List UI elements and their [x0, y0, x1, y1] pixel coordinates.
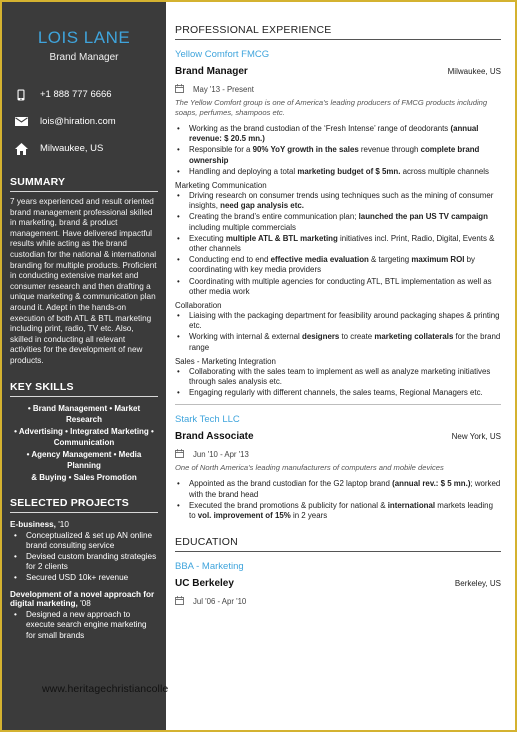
- section-divider: [175, 404, 501, 405]
- job-bullet: • Handling and deploying a total marketing budget of $ 5mn. across multiple channels: [177, 166, 489, 176]
- project-bullet: • Secured USD 10k+ revenue: [14, 572, 129, 582]
- skills-line: Communication: [53, 438, 115, 447]
- company-description: The Yellow Comfort group is one of America's leading producers of FMCG products including soaps, perfumes, shampoos etc.: [175, 98, 488, 117]
- job-bullet: • Responsible for a 90% YoY growth in the sales revenue through complete brand ownership: [177, 145, 480, 165]
- candidate-title: Brand Manager: [49, 52, 119, 63]
- calendar-icon: [175, 84, 193, 95]
- job-title: Brand Associate: [175, 431, 254, 443]
- project-title: Development of a novel approach for digital marketing, '08: [10, 590, 155, 609]
- job-bullet: • Coordinating with multiple agencies for conducting ATL, BTL implementation as well as other media work: [177, 276, 492, 296]
- job-location: Milwaukee, US: [447, 67, 501, 76]
- job-bullet: • Creating the brand’s entire communication plan; launched the pan US TV campaign including multiple commercials: [177, 212, 488, 232]
- skills-line: • Agency Management • Media Planning: [26, 449, 142, 470]
- skills-line: & Buying • Sales Promotion: [31, 472, 137, 482]
- group-label: Sales - Marketing Integration: [175, 356, 276, 366]
- project-item: [10, 520, 158, 583]
- group-label: Marketing Communication: [175, 181, 267, 191]
- education-entry: [175, 561, 501, 607]
- skills-line: • Brand Management • Market Research: [27, 403, 141, 424]
- skills-list: [10, 403, 158, 484]
- summary-heading: SUMMARY: [10, 176, 158, 192]
- company-name: Yellow Comfort FMCG: [175, 49, 270, 60]
- job-bullet: • Executed the brand promotions & publicity for national & international markets leading to vol. improvement of 15% in 2 years: [177, 500, 493, 521]
- education-heading: EDUCATION: [175, 536, 501, 552]
- project-date: '10: [55, 520, 69, 529]
- job-dates: May '13 - Present: [175, 84, 501, 95]
- job-bullet: • Appointed as the brand custodian for the G2 laptop brand (annual rev.: $ 5 mn.); worked with the brand head: [177, 479, 501, 499]
- skills-heading: KEY SKILLS: [10, 381, 158, 397]
- project-bullet: • Devised custom branding strategies for 2 clients: [14, 551, 157, 572]
- job-bullet: • Working with internal & external designers to create marketing collaterals for the brand range: [177, 332, 501, 352]
- school-name: UC Berkeley: [175, 578, 234, 590]
- company-description: One of North America's leading manufacturers of computers and mobile devices: [175, 463, 444, 473]
- phone-row: [10, 81, 158, 108]
- job-entry: [175, 414, 501, 521]
- location: Milwaukee, US: [40, 143, 104, 154]
- job-bullet: • Liaising with the packaging department for feasibility around packaging shapes & printing etc.: [177, 311, 500, 331]
- projects-heading: SELECTED PROJECTS: [10, 497, 158, 513]
- skills-line: • Advertising • Integrated Marketing •: [14, 426, 154, 436]
- phone-icon: [10, 89, 32, 101]
- home-icon: [10, 143, 32, 155]
- sidebar: [2, 2, 166, 730]
- phone-number: +1 888 777 6666: [40, 89, 112, 100]
- experience-heading: PROFESSIONAL EXPERIENCE: [175, 24, 501, 40]
- degree: BBA - Marketing: [175, 561, 244, 573]
- school-location: Berkeley, US: [454, 579, 501, 589]
- email-address[interactable]: lois@hiration.com: [40, 116, 116, 127]
- email-row: [10, 108, 158, 135]
- project-title: E-business, '10: [10, 520, 69, 529]
- job-bullet: • Driving research on consumer trends using techniques such as the mining of consumer insights, need gap analysis etc.: [177, 191, 494, 211]
- job-bullet: • Working as the brand custodian of the ‘Fresh Intense’ range of deodorants (annual revenue: $ 20.5 mn.): [177, 124, 479, 144]
- education-dates: Jul '06 - Apr '10: [175, 596, 501, 607]
- main-content: [175, 2, 501, 607]
- project-bullet: • Conceptualized & set up AN online brand consulting service: [14, 531, 153, 551]
- job-location: New York, US: [451, 432, 501, 442]
- job-entry: [175, 49, 501, 398]
- group-label: Collaboration: [175, 301, 222, 311]
- location-row: [10, 135, 158, 162]
- project-item: [10, 590, 158, 641]
- watermark-text: www.heritagechristiancolle: [42, 683, 169, 695]
- candidate-name: LOIS LANE: [37, 28, 131, 47]
- contact-info: [10, 81, 158, 162]
- project-date: '08: [77, 599, 91, 609]
- mail-icon: [10, 117, 32, 126]
- project-bullet: • Designed a new approach to execute search engine marketing for small brands: [14, 610, 147, 640]
- resume-page: [2, 2, 515, 730]
- summary-text: 7 years experienced and result oriented brand management professional skilled in marketing, brand & product management. Have delivered impactful results while acting as the brand custodian for the national & international branding for multiple products. Proficient in conducting extensive market and consumer research and then drafting a unique marketing & communication plan around it. Adept in the hands-on execution of both ATL & BTL marketing including print, radio, TV etc. Also, skilled in conducting all relevant activities for the development of new products.: [10, 197, 157, 365]
- job-bullet: • Executing multiple ATL & BTL marketing initiatives incl. Print, Radio, Digital, Events & other channels: [177, 233, 495, 254]
- job-bullet: • Engaging regularly with different channels, the sales teams, Regional Managers etc.: [177, 388, 483, 398]
- job-bullet: • Collaborating with the sales team to implement as well as analyze marketing initiatives through sales analysis etc.: [177, 366, 491, 387]
- job-dates: Jun '10 - Apr '13: [175, 449, 501, 460]
- job-title: Brand Manager: [175, 66, 248, 77]
- calendar-icon: [175, 596, 193, 607]
- calendar-icon: [175, 449, 193, 460]
- company-name: Stark Tech LLC: [175, 414, 240, 426]
- job-bullet: • Conducting end to end effective media evaluation & targeting maximum ROI by coordinating with key media providers: [177, 255, 475, 275]
